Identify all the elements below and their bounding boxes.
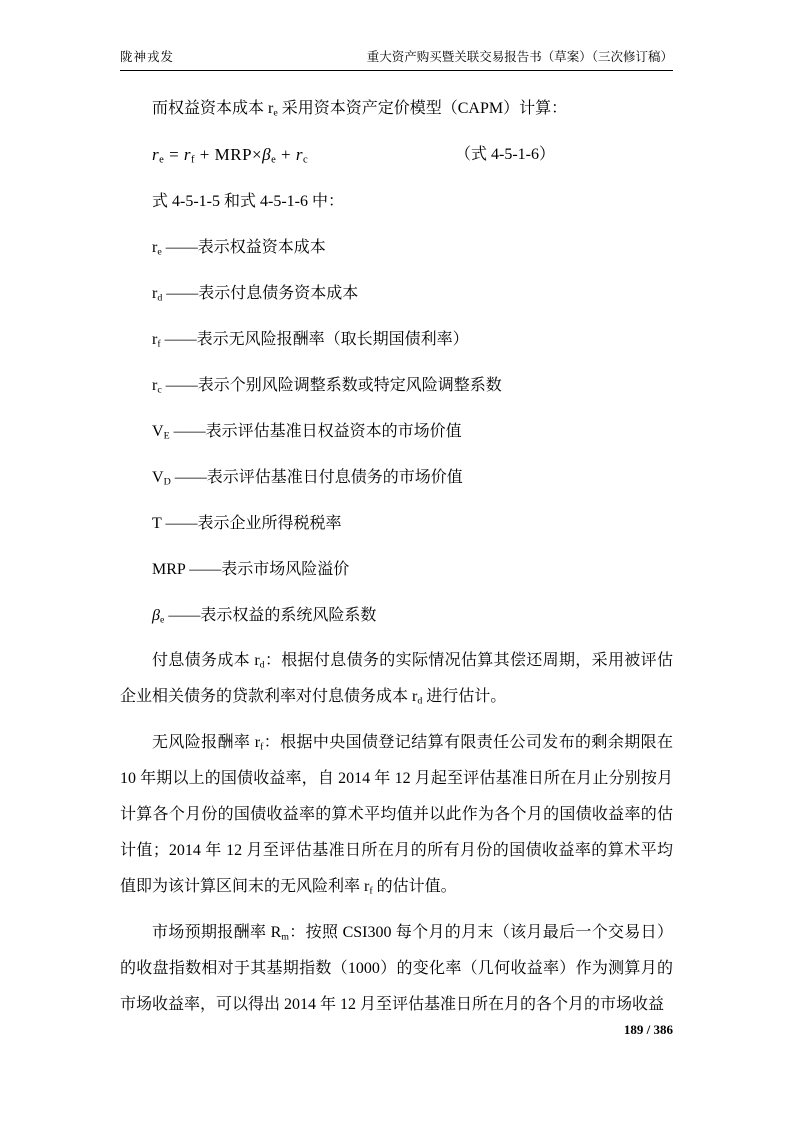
definition-item: T ——表示企业所得税税率 <box>152 515 342 533</box>
body-paragraph: 市场预期报酬率 $R_m$：按照 CSI300 每个月的月末（该月最后一个交易日）的收盘指数相对于其基期指数（1000）的变化率（几何收益率）作为测算月的市场收益率，可以得出 2014 年 12 月至评估基准日所在月的各个月的市场收益 <box>120 924 673 1014</box>
definition-item: $V_E$ ——表示评估基准日权益资本的市场价值 <box>152 423 462 442</box>
formula-row <box>120 136 673 174</box>
page-number: 189 / 386 <box>623 1022 673 1037</box>
formula-note: 式 4-5-1-5 和式 4-5-1-6 中： <box>152 193 344 211</box>
definition-item: $r_c$ ——表示个别风险调整系数或特定风险调整系数 <box>152 377 502 396</box>
definition-item: $V_D$ ——表示评估基准日付息债务的市场价值 <box>152 469 463 488</box>
definition-item: $r_d$ ——表示付息债务资本成本 <box>152 285 359 304</box>
definition-item: $r_f$ ——表示无风险报酬率（取长期国债利率） <box>152 331 469 350</box>
page-header <box>120 49 673 71</box>
body-paragraph: 无风险报酬率 $r_f$：根据中央国债登记结算有限责任公司发布的剩余期限在 10 年期以上的国债收益率，自 2014 年 12 月起至评估基准日所在月止分别按月计算各个月份的国债收益率的算术平均值并以此作为各个月的国债收益率的估计值；2014 年 12 月至评估基准日所在月的所有月份的国债收益率的算术平均值即为该计算区间末的无风险利率 $r_f$ 的估计值。 <box>120 734 673 897</box>
definition-item: MRP ——表示市场风险溢价 <box>152 561 350 579</box>
header-report-title: 重大资产购买暨关联交易报告书（草案）（三次修订稿） <box>366 50 673 64</box>
capm-formula: $r_e = r_f + MRP\times\beta_e + r_c$ <box>152 145 309 166</box>
body-paragraph: 付息债务成本 $r_d$：根据付息债务的实际情况估算其偿还周期，采用被评估企业相关债务的贷款利率对付息债务成本 $r_d$ 进行估计。 <box>120 652 673 707</box>
page-footer <box>624 1022 673 1038</box>
definition-item: $\beta_e$ ——表示权益的系统风险系数 <box>152 607 377 626</box>
intro-sentence: 而权益资本成本 $r_e$ 采用资本资产定价模型（CAPM）计算： <box>152 100 568 119</box>
definition-item: $r_e$ ——表示权益资本成本 <box>152 239 326 258</box>
formula-number-label: （式 4-5-1-6） <box>455 146 555 164</box>
page-content <box>120 90 673 1023</box>
header-company-name: 陇神戎发 <box>120 50 175 64</box>
